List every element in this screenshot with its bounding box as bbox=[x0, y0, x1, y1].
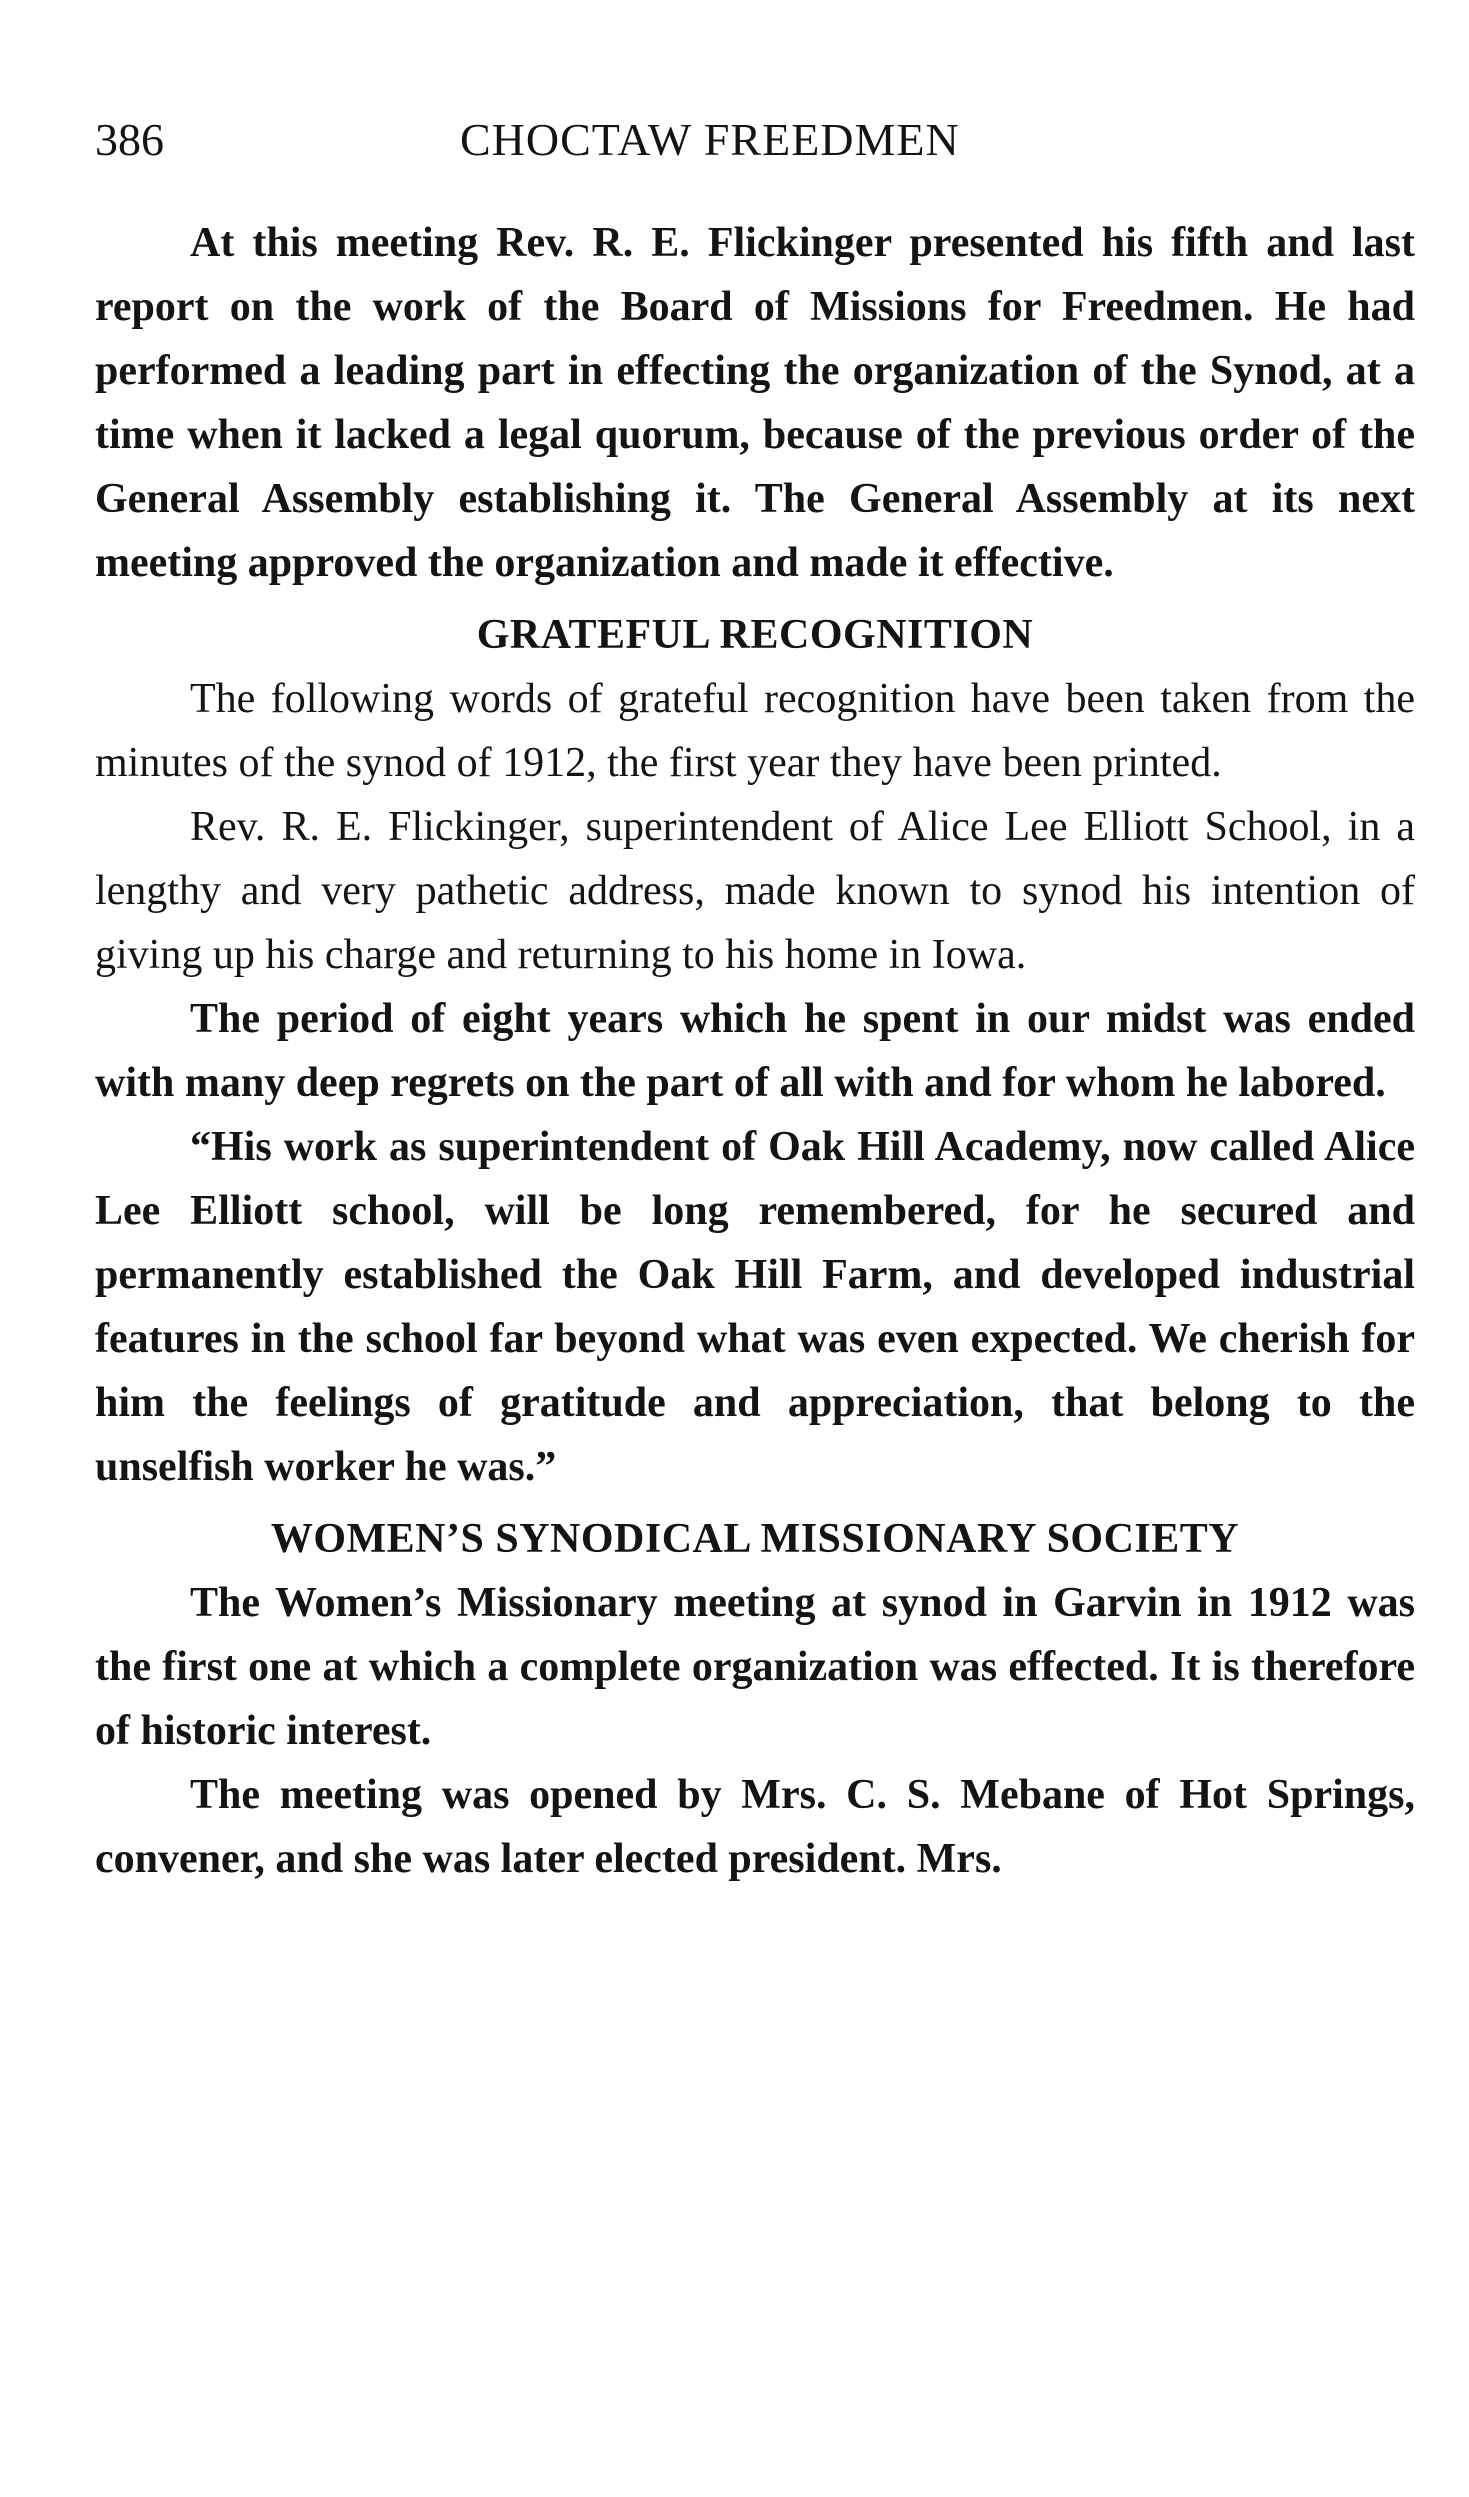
paragraph-minutes-intro: The following words of grateful recognition have been taken from the minutes of the synod of 1912, the first year they have been printed. bbox=[95, 676, 1415, 786]
paragraph-flickinger-address: Rev. R. E. Flickinger, superintendent of Alice Lee Elliott School, in a lengthy and very pathetic address, made known to synod his intention of giving up his charge and returning to his home in Iowa. bbox=[95, 804, 1415, 978]
paragraph-eight-years: The period of eight years which he spent in our midst was ended with many deep regrets on the part of all with and for whom he labored. bbox=[95, 996, 1415, 1106]
paragraph-mebane: The meeting was opened by Mrs. C. S. Mebane of Hot Springs, convener, and she was later elected president. Mrs. bbox=[95, 1772, 1415, 1882]
body-text bbox=[95, 211, 1415, 1891]
paragraph-garvin-meeting: The Women’s Missionary meeting at synod in Garvin in 1912 was the first one at which a complete organization was effected. It is therefore of historic interest. bbox=[95, 1580, 1415, 1754]
running-head bbox=[95, 105, 1415, 175]
page-number: 386 bbox=[95, 114, 164, 165]
heading-grateful-recognition: GRATEFUL RECOGNITION bbox=[476, 612, 1034, 658]
paragraph-oak-hill-quote: “His work as superintendent of Oak Hill Academy, now called Alice Lee Elliott school, will be long remembered, for he secured and permanently established the Oak Hill Farm, and developed industrial features in the school far beyond what was even expected. We cherish for him the feelings of gratitude and appreciation, that belong to the unselfish worker he was.” bbox=[95, 1124, 1415, 1490]
paragraph-flickinger-report: At this meeting Rev. R. E. Flickinger presented his fifth and last report on the work of the Board of Missions for Freedmen. He had performed a leading part in effecting the organization of the Synod, at a time when it lacked a legal quorum, because of the previous order of the General Assembly establishing it. The General Assembly at its next meeting approved the organization and made it effective. bbox=[95, 220, 1415, 586]
book-page bbox=[95, 105, 1415, 1891]
running-title: CHOCTAW FREEDMEN bbox=[460, 114, 960, 165]
heading-womens-society: WOMEN’S SYNODICAL MISSIONARY SOCIETY bbox=[270, 1516, 1240, 1562]
